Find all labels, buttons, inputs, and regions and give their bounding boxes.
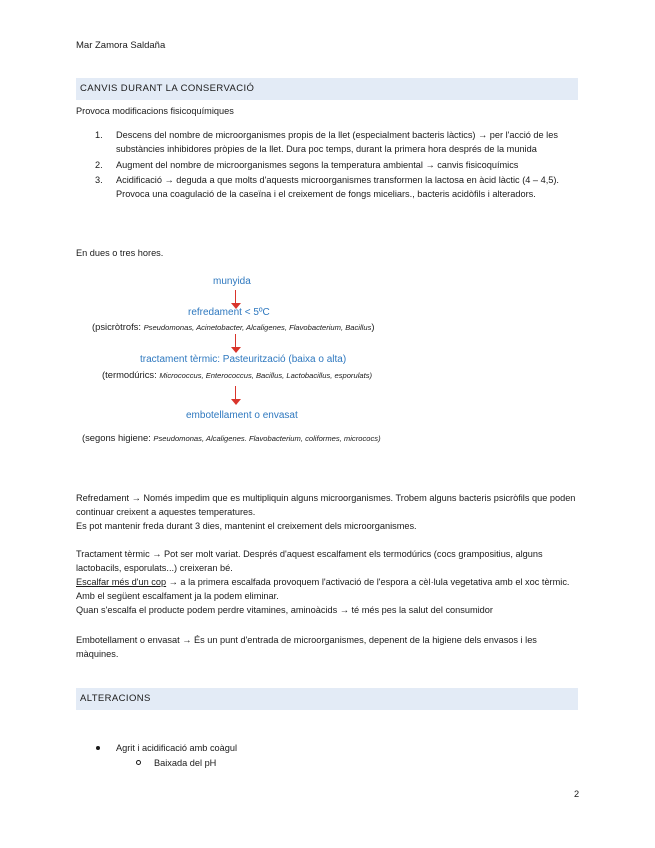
down-arrow-icon (231, 386, 241, 406)
sub-bullet-icon (136, 760, 141, 765)
list-item (76, 173, 578, 202)
list-item-text: Acidificació → deguda a que molts d'aquests microorganismes transformen la lactosa en àcid làctic (4 – 4,5). Provoca una coagulació de la caseïna i el creixement de fongs miceliars., bacteris acidòfils i alteradors. (116, 174, 559, 200)
alteracions-list (76, 741, 237, 771)
changes-list (76, 128, 578, 202)
list-item-text: Augment del nombre de microorganismes segons la temperatura ambiental → canvis fisicoquímics (116, 159, 519, 170)
diagram-step-tractament: tractament tèrmic: Pasteurització (baixa o alta) (140, 354, 347, 365)
list-item: Agrit i acidificació amb coàgul (76, 741, 237, 756)
diagram-step-refredament: refredament < 5ºC (188, 307, 270, 318)
bullet-icon (96, 746, 100, 750)
paragraph-refredament: Refredament → Només impedim que es multipliquin alguns microorganismes. Trobem alguns bacteris psicròfils que poden continuar creixent a aquestes temperatures. Es pot mantenir freda durant 3 dies, mantenint el creixement dels microorganismes. (76, 493, 576, 531)
diagram-note-psicrotrofs: (psicròtrofs: Pseudomonas, Acinetobacter, Alcaligenes, Flavobacterium, Bacillus) (92, 321, 375, 332)
diagram-step-embotellament: embotellament o envasat (186, 410, 298, 421)
list-item-number: 3. (95, 174, 103, 185)
author-name: Mar Zamora Saldaña (76, 40, 166, 51)
section-heading-alteracions: ALTERACIONS (76, 688, 578, 710)
section-heading-canvis: CANVIS DURANT LA CONSERVACIÓ (76, 78, 578, 100)
page-number: 2 (574, 789, 580, 799)
intro-text: Provoca modificacions fisicoquímiques (76, 106, 234, 116)
list-item (76, 158, 578, 172)
diagram-step-munyida: munyida (213, 276, 251, 287)
list-item-text: Descens del nombre de microorganismes propis de la llet (especialment bacteris làctics) → per l'acció de les substàncies inhibidores pròpies de la llet. Dura poc temps, durant la primera hora després de la munida (116, 130, 558, 155)
duration-text: En dues o tres hores. (76, 248, 164, 258)
list-item (76, 128, 578, 157)
diagram-note-higiene: (segons higiene: Pseudomonas, Alcaligenes. Flavobacterium, coliformes, micrococs) (82, 432, 381, 443)
diagram-note-termodurics: (termodúrics: Micrococcus, Enterococcus, Bacillus, Lactobacillus, esporulats) (102, 369, 373, 380)
down-arrow-icon (231, 290, 241, 310)
list-item-number: 2. (95, 159, 103, 170)
down-arrow-icon (231, 334, 241, 354)
paragraph-embotellament: Embotellament o envasat → És un punt d'entrada de microorganismes, depenent de la higiene dels envasos i les màquines. (76, 635, 537, 659)
underlined-phrase: Escalfar més d'un cop (76, 577, 167, 587)
list-item: Baixada del pH (76, 756, 237, 771)
list-item-number: 1. (95, 130, 103, 140)
paragraph-tractament: Tractament tèrmic → Pot ser molt variat. Després d'aquest escalfament els termodúrics (cocs grampositius, alguns lactobacils, esporulats...) creixeran bé. Escalfar més d'un cop → a la primera escalfada provoquem l'activació de l'espora a cèl·lula vegetativa amb el xoc tèrmic. Amb el següent escalfament ja la podem eliminar. Quan s'escalfa el producte podem perdre vitamines, aminoàcids → té més pes la salut del consumidor (76, 549, 570, 615)
